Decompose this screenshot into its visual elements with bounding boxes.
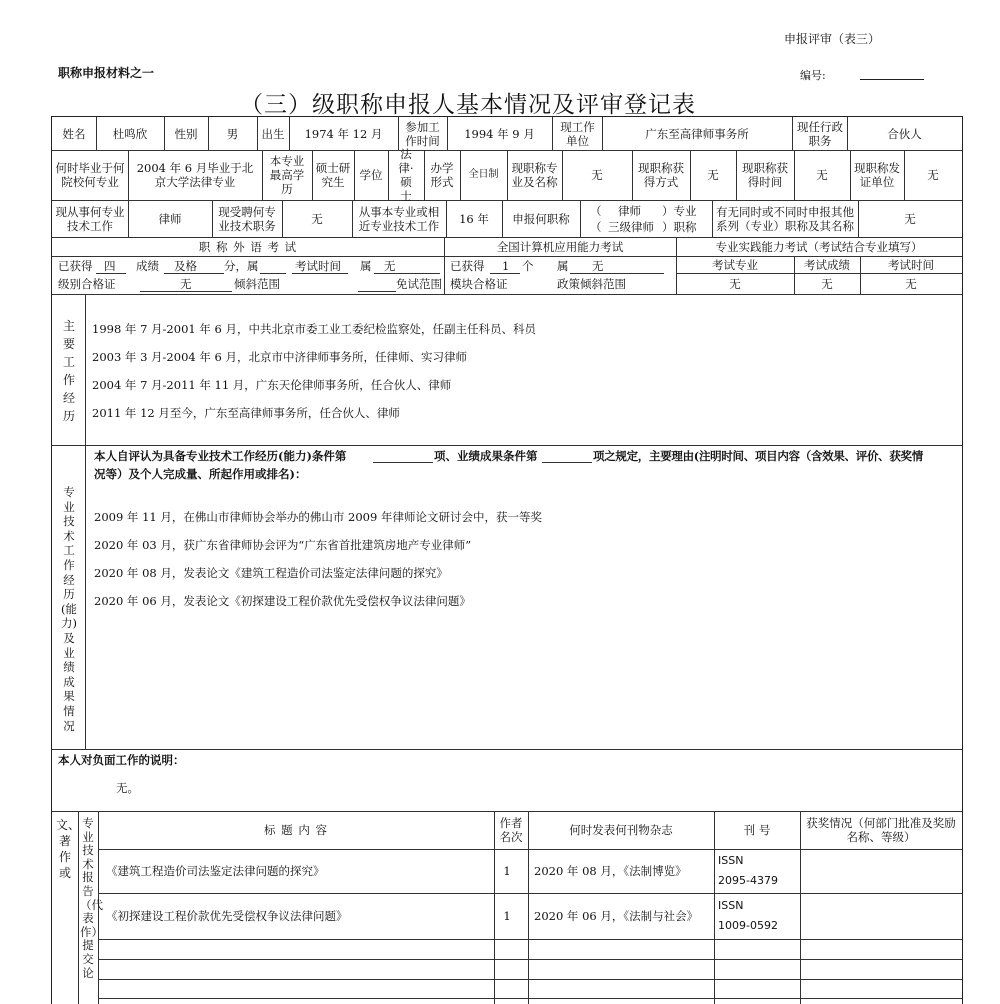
- xuewei-value: 法律·硕士: [398, 147, 414, 203]
- foreign-exam-time: 考试时间: [295, 259, 341, 273]
- foreign-got: 已获得: [58, 259, 93, 273]
- gender-label: 性别: [174, 126, 198, 141]
- name-value: 杜鸣欣: [112, 126, 148, 141]
- serial-underline: [860, 79, 924, 80]
- hired-value: 无: [311, 211, 323, 226]
- achievements-intro-c: 项之规定，主要理由(注明时间、项目内容（含效果、评价、获奖情: [593, 449, 923, 463]
- negative-content: 无。: [116, 781, 139, 795]
- work-start-label: 参加工作时间: [405, 119, 440, 148]
- registration-table: [51, 116, 963, 1004]
- birth-label: 出生: [261, 126, 285, 141]
- work-history-item: 2004 年 7 月-2011 年 11 月，广东天伦律师事务所，任合伙人、律师: [92, 378, 452, 392]
- apply-label: 申报何职称: [512, 211, 570, 226]
- paper-rank: 1: [503, 909, 511, 923]
- foreign-score-label: 成绩: [136, 259, 159, 273]
- apply-suffix-2: ）职称: [662, 220, 697, 234]
- paper-issn-label: ISSN: [718, 854, 744, 867]
- computer-count: 1: [502, 259, 510, 273]
- issuer-label: 现职称发证单位: [854, 161, 900, 189]
- title-now-value: 无: [591, 168, 603, 182]
- foreign-level-suffix: 级别合格证: [58, 277, 116, 291]
- degree-label: 本专业最高学历: [269, 154, 305, 196]
- degree-value: 硕士研究生: [315, 161, 351, 189]
- practice-exam-header: 专业实践能力考试（考试结合专业填写）: [715, 239, 923, 254]
- hired-label: 现受聘何专业技术职务: [218, 204, 276, 233]
- name-label: 姓名: [62, 126, 86, 141]
- gender-value: 男: [226, 126, 239, 141]
- employer-value: 广东至高律师事务所: [645, 126, 749, 141]
- paper-issn-number: 1009-0592: [718, 919, 778, 932]
- title-now-label: 现职称专业及名称: [511, 161, 558, 189]
- page-title: （三）级职称申报人基本情况及评审登记表: [240, 92, 696, 118]
- years-value: 16 年: [459, 211, 489, 226]
- xuewei-label: 学位: [359, 168, 383, 182]
- acquire-label: 现职称获得方式: [638, 161, 684, 189]
- foreign-exempt-suffix: 倾斜范围: [234, 277, 280, 291]
- work-history-item: 2011 年 12 月至今，广东至高律师事务所，任合伙人、律师: [92, 406, 400, 420]
- papers-col-rank: 作者名次: [499, 816, 523, 844]
- engaged-value: 律师: [158, 211, 182, 226]
- paper-issn-label: ISSN: [718, 899, 744, 912]
- position-label: 现任行政职务: [797, 119, 843, 148]
- work-start-value: 1994 年 9 月: [464, 126, 535, 141]
- acquire-time-label: 现职称获得时间: [742, 161, 788, 189]
- computer-unit: 个: [522, 259, 534, 273]
- work-history-label: 主要工作经历: [62, 319, 75, 423]
- achievement-item: 2020 年 06 月，发表论文《初探建设工程价款优先受偿权争议法律问题》: [94, 594, 471, 608]
- papers-col-issue: 刊 号: [743, 823, 771, 837]
- paper-rank: 1: [503, 864, 511, 878]
- computer-module-cert: 模块合格证: [450, 277, 508, 291]
- negative-label: 本人对负面工作的说明：: [58, 753, 185, 767]
- papers-col-award: 获奖情况（何部门批准及奖励名称、等级）: [806, 816, 956, 844]
- school-form-value: 全日制: [468, 169, 499, 180]
- papers-col-journal: 何时发表何刊物杂志: [569, 823, 673, 837]
- work-history-item: 1998 年 7 月-2001 年 6 月，中共北京市委工业工委纪检监察处，任副主任科员、科员: [92, 322, 536, 336]
- practice-subject-value: 无: [729, 276, 741, 291]
- practice-col-score: 考试成绩: [804, 257, 850, 272]
- papers-side-label-outer: 文、著作或: [56, 818, 81, 880]
- material-label: 职称申报材料之一: [58, 66, 155, 80]
- grad-label: 何时毕业于何院校何专业: [55, 161, 125, 189]
- work-history-item: 2003 年 3 月-2004 年 6 月，北京市中济律师事务所，任律师、实习律师: [92, 350, 467, 364]
- computer-got: 已获得: [450, 259, 485, 273]
- engaged-label: 现从事何专业技术工作: [55, 204, 125, 233]
- paper-journal: 2020 年 08 月，《法制博览》: [534, 864, 687, 878]
- computer-belong-value: 无: [592, 259, 604, 273]
- foreign-exempt: 无: [180, 277, 192, 291]
- employer-label: 现工作单位: [560, 119, 595, 148]
- computer-exam-header: 全国计算机应用能力考试: [496, 239, 624, 254]
- form-code: 申报评审（表三）: [784, 32, 881, 46]
- paper-journal: 2020 年 06 月，《法制与社会》: [534, 909, 699, 923]
- achievements-intro-line2: 况等）及个人完成量、所起作用或排名)：: [94, 467, 307, 481]
- other-series-label: 有无同时或不同时申报其他系列（专业）职称及其名称: [716, 204, 854, 233]
- foreign-exam-header: 职 称 外 语 考 试: [198, 239, 298, 254]
- years-label: 从事本专业或相近专业技术工作: [358, 204, 440, 233]
- practice-time-value: 无: [905, 276, 917, 291]
- achievement-item: 2020 年 08 月，发表论文《建筑工程造价司法鉴定法律问题的探究》: [94, 566, 448, 580]
- paper-title: 《初探建设工程价款优先受偿权争议法律问题》: [106, 909, 348, 923]
- birth-value: 1974 年 12 月: [304, 126, 383, 141]
- foreign-belong-value: 无: [384, 259, 396, 273]
- acquire-time-value: 无: [816, 168, 828, 182]
- practice-col-time: 考试时间: [888, 257, 934, 272]
- practice-col-subject: 考试专业: [712, 257, 758, 272]
- foreign-belong: 属: [360, 259, 372, 273]
- achievement-item: 2009 年 11 月，在佛山市律师协会举办的佛山市 2009 年律师论文研讨会中，获一等奖: [94, 510, 542, 524]
- acquire-value: 无: [707, 168, 719, 182]
- achievements-intro-a: 本人自评认为具备专业技术工作经历(能力)条件第: [94, 449, 347, 463]
- foreign-level: 四: [104, 259, 116, 273]
- papers-side-label-inner: 专业技术报告（代表作）提交论: [80, 816, 103, 980]
- papers-col-title: 标 题 内 容: [264, 823, 328, 837]
- school-form-label: 办学形式: [430, 161, 454, 189]
- achievements-intro-b: 项、业绩成果条件第: [434, 449, 538, 463]
- paper-issn-number: 2095-4379: [718, 874, 778, 887]
- issuer-value: 无: [927, 168, 939, 182]
- serial-label: 编号:: [800, 69, 826, 82]
- paper-title: 《建筑工程造价司法鉴定法律问题的探究》: [106, 864, 325, 878]
- computer-belong: 属: [557, 259, 569, 273]
- computer-policy: 政策倾斜范围: [557, 277, 626, 291]
- apply-open-2: （: [590, 220, 602, 234]
- position-value: 合伙人: [887, 126, 922, 141]
- achievements-label: 专业技术工作经历(能力)及业绩成果情况: [61, 485, 77, 733]
- other-series-value: 无: [904, 211, 916, 226]
- foreign-score-suffix: 分，属: [224, 259, 259, 273]
- grad-value: 2004 年 6 月毕业于北京大学法律专业: [136, 161, 254, 189]
- practice-score-value: 无: [821, 276, 833, 291]
- apply-profession: 律师: [618, 204, 641, 218]
- apply-open-1: （: [590, 204, 602, 218]
- apply-suffix-1: ）专业: [662, 204, 697, 218]
- foreign-exempt-range: 免试范围: [396, 277, 442, 291]
- apply-title: 三级律师: [608, 220, 654, 234]
- achievement-item: 2020 年 03 月，获广东省律师协会评为“广东省首批建筑房地产专业律师”: [94, 538, 472, 552]
- foreign-score: 及格: [174, 259, 197, 273]
